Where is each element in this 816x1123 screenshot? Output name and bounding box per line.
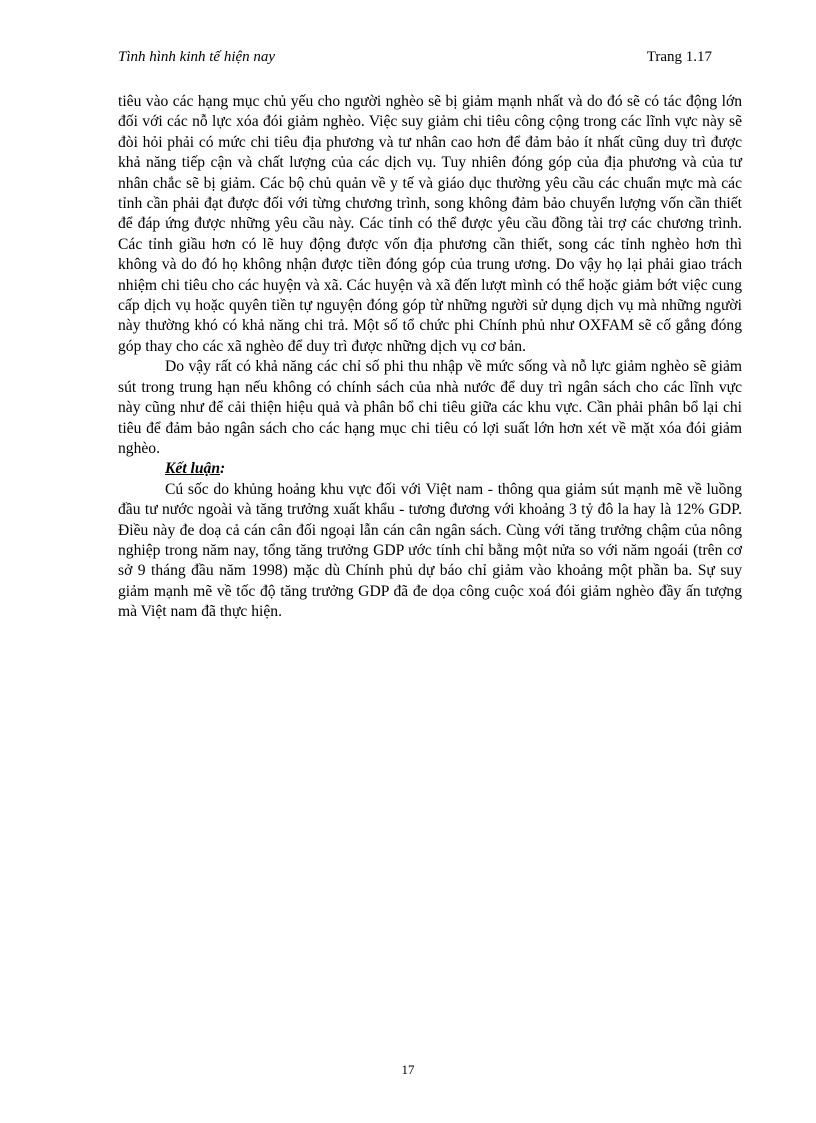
paragraph-conclusion: Cú sốc do khủng hoảng khu vực đối với Việt nam - thông qua giảm sút mạnh mẽ về luồng đầu tư nước ngoài và tăng trưởng xuất khẩu - tương đương với khoảng 3 tỷ đô la hay là 12% GDP. Điều này đe doạ cả cán cân đối ngoại lẫn cán cân ngân sách. Cùng với tăng trưởng chậm của nông nghiệp trong năm nay, tổng tăng trưởng GDP ước tính chỉ bằng một nửa so với năm ngoái (trên cơ sở 9 tháng đầu năm 1998) mặc dù Chính phủ dự báo chỉ giảm vào khoảng một phần ba. Sự suy giảm mạnh mẽ về tốc độ tăng trưởng GDP đã đe dọa công cuộc xoá đói giảm nghèo đầy ấn tượng mà Việt nam đã thực hiện.: [118, 480, 742, 621]
paragraph-indicators: Do vậy rất có khả năng các chỉ số phi thu nhập về mức sống và nỗ lực giảm nghèo sẽ giảm sút trong trung hạn nếu không có chính sách của nhà nước để duy trì ngân sách cho các lĩnh vực này cũng như để cải thiện hiệu quả và phân bổ chi tiêu giữa các khu vực. Cần phải phân bổ lại chi tiêu để đảm bảo ngân sách cho các hạng mục chi tiêu có lợi suất lớn hơn xét về mặt xóa đói giảm nghèo.: [118, 358, 742, 457]
header-page-label: Trang 1.17: [646, 49, 712, 65]
document-body: [118, 92, 742, 623]
section-heading-text: Kết luận: [165, 460, 221, 478]
header-title: Tình hình kinh tế hiện nay: [118, 49, 276, 65]
page-header: [118, 49, 712, 69]
section-heading-conclusion: [118, 459, 742, 479]
section-heading-colon: :: [220, 460, 226, 478]
paragraph-continuation: tiêu vào các hạng mục chủ yếu cho người nghèo sẽ bị giảm mạnh nhất và do đó sẽ có tác động lớn đối với các nỗ lực xóa đói giảm nghèo. Việc suy giảm chi tiêu công cộng trong các lĩnh vực này sẽ đòi hỏi phải có mức chi tiêu địa phương và tư nhân cao hơn để đảm bảo ít nhất cũng duy trì được khả năng tiếp cận và chất lượng của các dịch vụ. Tuy nhiên đóng góp của địa phương và của tư nhân chắc sẽ bị giảm. Các bộ chủ quản về y tế và giáo dục thường yêu cầu các chuẩn mực mà các tỉnh cần phải đạt được đối với từng chương trình, song không đảm bảo chuyển lượng vốn cần thiết để đáp ứng được những yêu cầu này. Các tỉnh có thể được yêu cầu đồng tài trợ các chương trình. Các tỉnh giầu hơn có lẽ huy động được vốn địa phương cần thiết, song các tỉnh nghèo hơn thì không và do đó họ không nhận được tiền đóng góp của trung ương. Do vậy họ lại phải giao trách nhiệm chi tiêu cho các huyện và xã. Các huyện và xã đến lượt mình có thể hoặc giảm bớt việc cung cấp dịch vụ hoặc quyên tiền tự nguyện đóng góp từ những người sử dụng dịch vụ mà những người này thường khó có khả năng chi trả. Một số tổ chức phi Chính phủ như OXFAM sẽ cố gắng đóng góp thay cho các xã nghèo để duy trì được những dịch vụ cơ bản.: [118, 93, 742, 355]
page-number: 17: [401, 1062, 415, 1077]
page-footer: [0, 1062, 816, 1078]
